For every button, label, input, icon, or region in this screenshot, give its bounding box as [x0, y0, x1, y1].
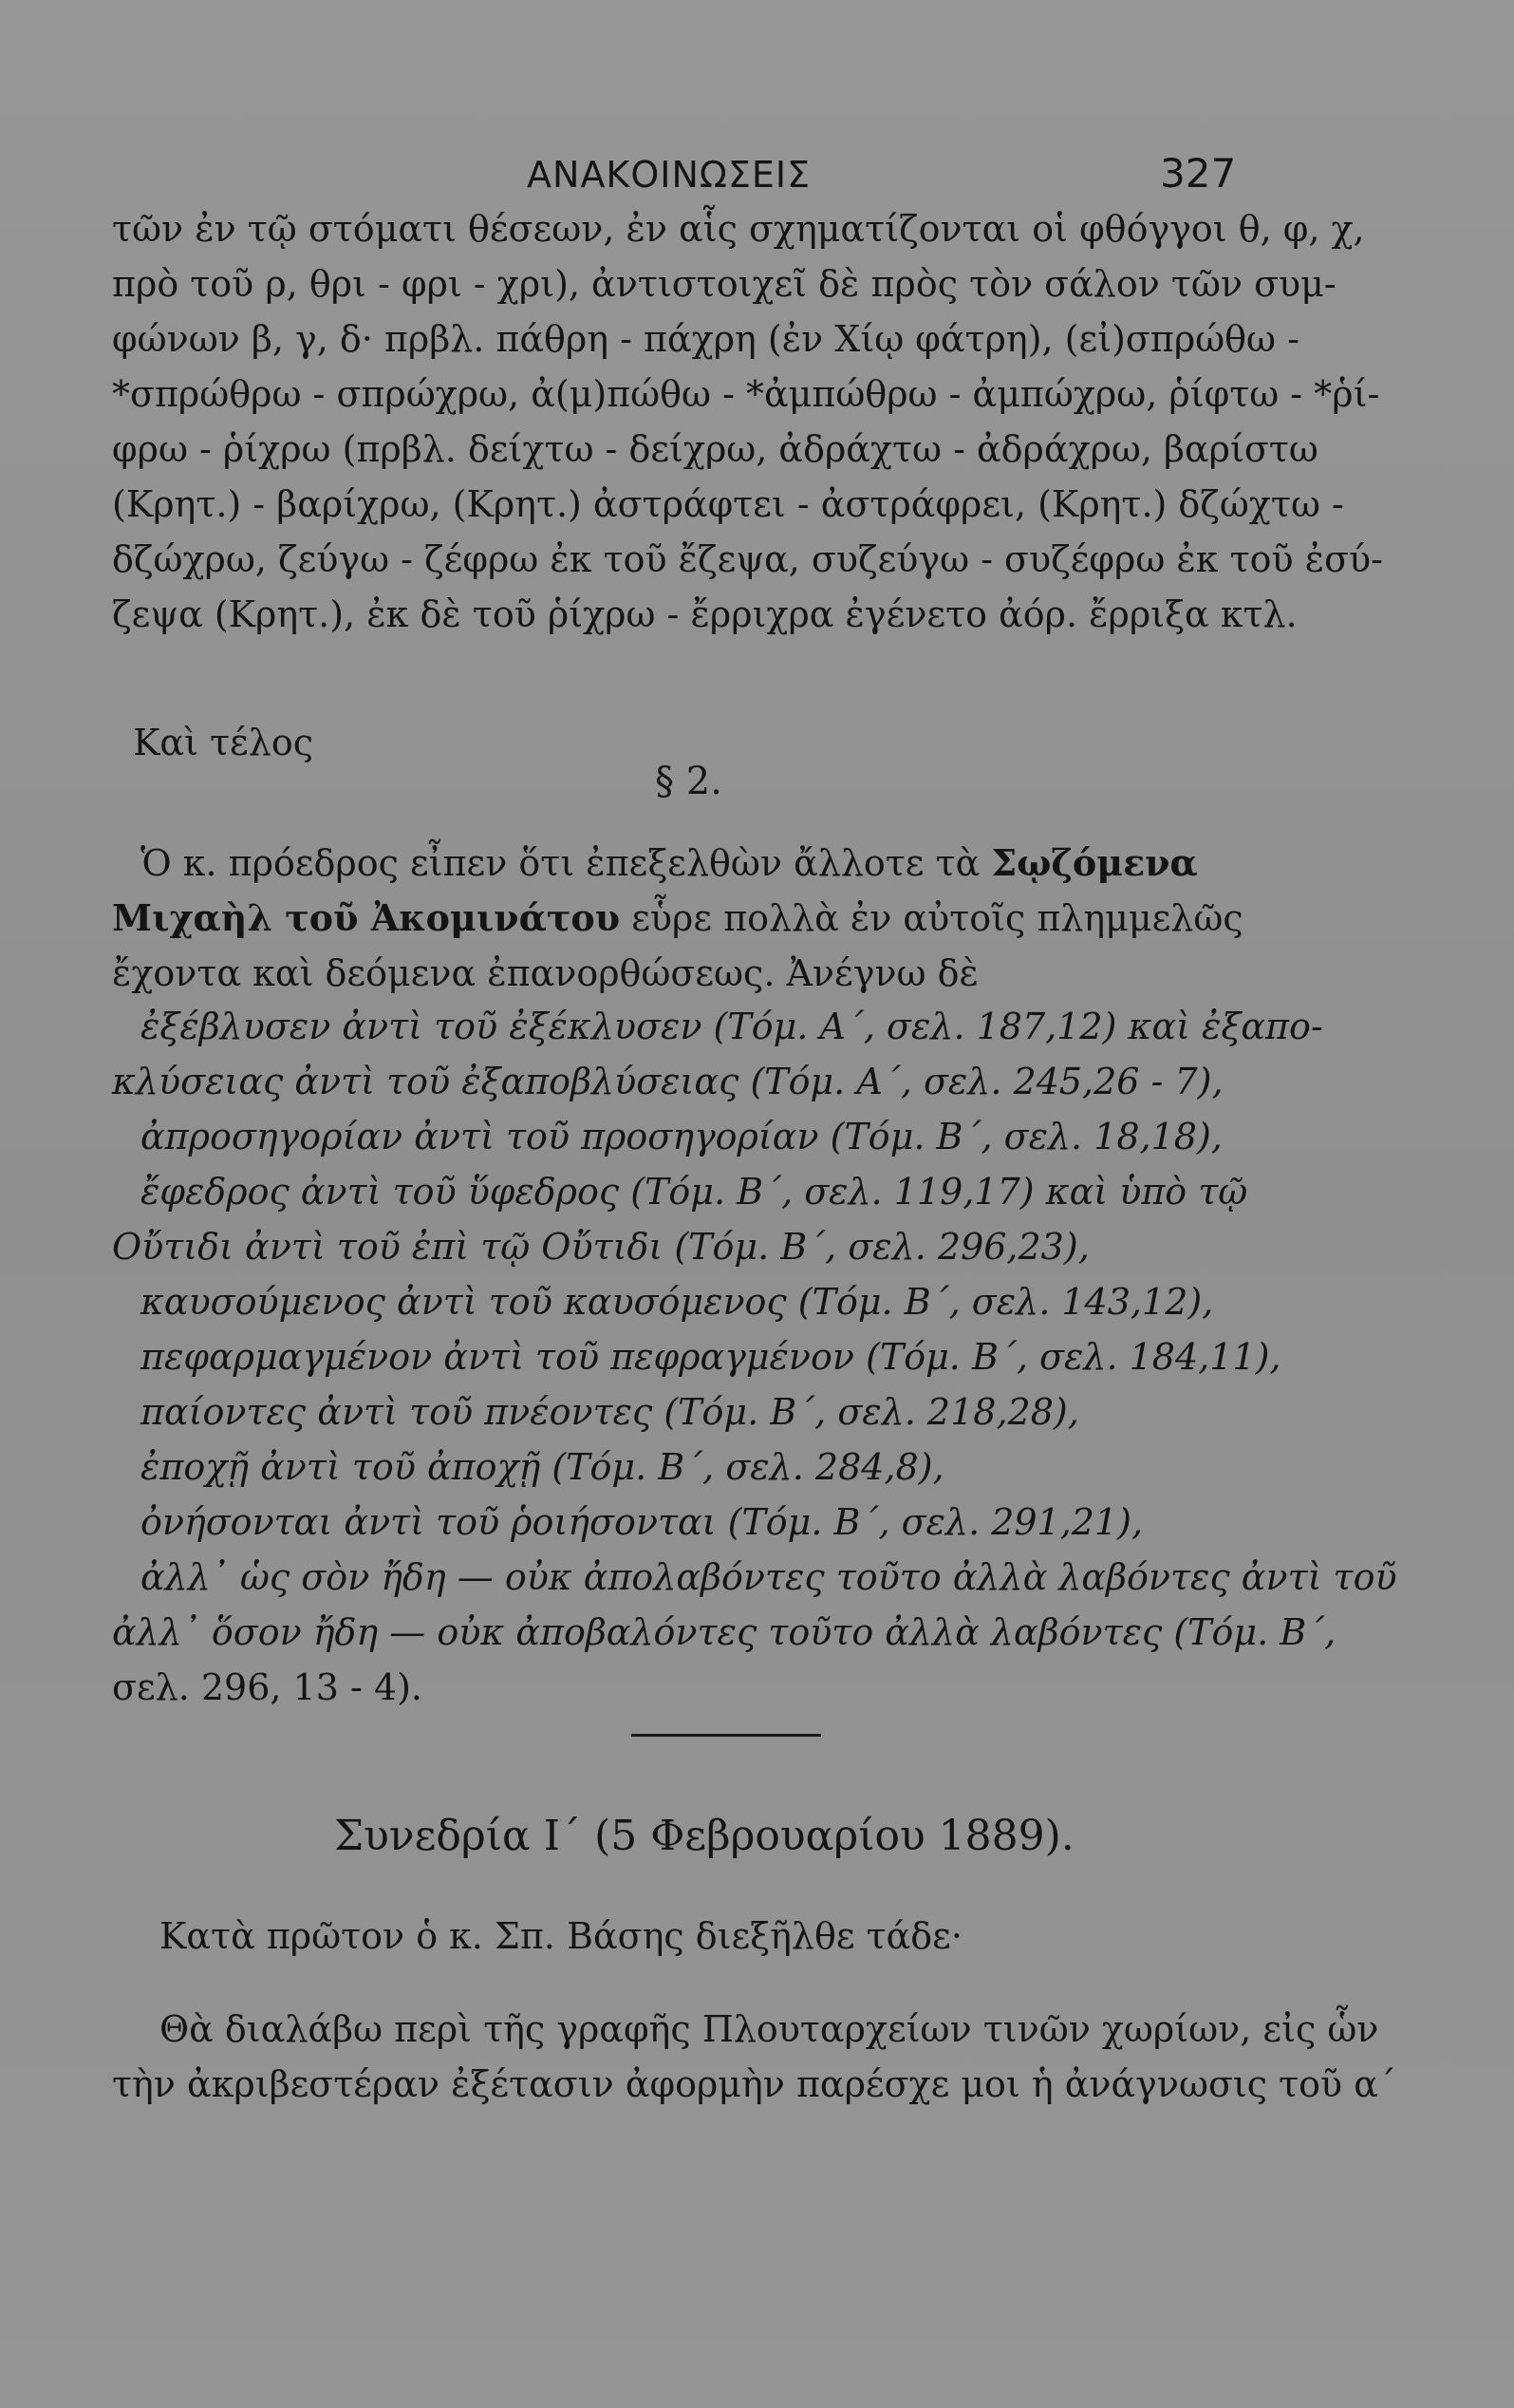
- text-line: *σπρώθρω - σπρώχρω, ἀ(μ)πώθω - *ἀμπώθρω - ἀμπώχρω, ῥίφτω - *ῥί-: [112, 373, 1380, 415]
- text-line: δζώχρω, ζεύγω - ζέφρω ἐκ τοῦ ἔζεψα, συζεύγω - συζέφρω ἐκ τοῦ ἐσύ-: [112, 538, 1383, 580]
- section-heading: § 2.: [655, 760, 722, 803]
- correction-line: Οὔτιδι ἀντὶ τοῦ ἐπὶ τῷ Οὔτιδι (Τόμ. Β΄, σελ. 296,23),: [112, 1226, 1090, 1268]
- text-line: τῶν ἐν τῷ στόματι θέσεων, ἐν αἷς σχηματίζονται οἱ φθόγγοι θ, φ, χ,: [112, 208, 1365, 250]
- paragraph-president: [112, 836, 1270, 1001]
- paragraph-continuation: [112, 201, 1383, 642]
- session-intro: [112, 1909, 1270, 1964]
- correction-line: ἐξέβλυσεν ἀντὶ τοῦ ἐξέκλυσεν (Τόμ. Α΄, σελ. 187,12) καὶ ἐξαπο-: [140, 1006, 1323, 1047]
- section-divider: [631, 1734, 821, 1737]
- session-heading: Συνεδρία Ι΄ (5 Φεβρουαρίου 1889).: [334, 1812, 1075, 1860]
- correction-line: ἀλλ᾽ ὅσον ἤδη — οὐκ ἀποβαλόντες τοῦτο ἀλλὰ λαβόντες (Τόμ. Β΄,: [112, 1611, 1336, 1653]
- correction-line: ἀπροσηγορίαν ἀντὶ τοῦ προσηγορίαν (Τόμ. Β΄, σελ. 18,18),: [140, 1116, 1223, 1157]
- text-line: (Κρητ.) - βαρίχρω, (Κρητ.) ἀστράφτει - ἀστράφρει, (Κρητ.) δζώχτω -: [112, 483, 1344, 525]
- corrections-list: [112, 999, 1397, 1715]
- text-segment: Ὁ κ. πρόεδρος εἶπεν ὅτι ἐπεξελθὼν ἄλλοτε τὰ: [140, 842, 981, 884]
- correction-line: ἐποχῇ ἀντὶ τοῦ ἀποχῇ (Τόμ. Β΄, σελ. 284,8),: [140, 1446, 944, 1488]
- text-line: ἔχοντα καὶ δεόμενα ἐπανορθώσεως. Ἀνέγνω δὲ: [112, 952, 979, 994]
- author-name-bold: Μιχαὴλ τοῦ Ἀκομινάτου: [112, 896, 621, 939]
- text-line: Θὰ διαλάβω περὶ τῆς γραφῆς Πλουταρχείων τινῶν χωρίων, εἰς ὧν: [159, 2008, 1379, 2050]
- text-segment: εὗρε πολλὰ ἐν αὐτοῖς πλημμελῶς: [631, 897, 1243, 939]
- correction-line: σελ. 296, 13 - 4).: [112, 1666, 422, 1708]
- text-line: φρω - ῥίχρω (πρβλ. δείχτω - δείχρω, ἀδράχτω - ἀδράχρω, βαρίστω: [112, 428, 1318, 470]
- running-head: ΑΝΑΚΟΙΝΩΣΕΙΣ: [527, 154, 812, 196]
- correction-line: παίοντες ἀντὶ τοῦ πνέοντες (Τόμ. Β΄, σελ. 218,28),: [140, 1391, 1079, 1433]
- text-line: [112, 891, 1270, 946]
- correction-line: πεφαρμαγμένον ἀντὶ τοῦ πεφραγμένον (Τόμ. Β΄, σελ. 184,11),: [140, 1336, 1281, 1378]
- closing-phrase: Καὶ τέλος: [133, 722, 313, 763]
- text-line: φώνων β, γ, δ· πρβλ. πάθρη - πάχρη (ἐν Χίῳ φάτρη), (εἰ)σπρώθω -: [112, 318, 1299, 360]
- correction-line: καυσούμενος ἀντὶ τοῦ καυσόμενος (Τόμ. Β΄, σελ. 143,12),: [140, 1281, 1214, 1323]
- correction-line: κλύσειας ἀντὶ τοῦ ἐξαποβλύσειας (Τόμ. Α΄, σελ. 245,26 - 7),: [112, 1061, 1224, 1102]
- page-number: 327: [1160, 150, 1237, 197]
- text-line: τὴν ἀκριβεστέραν ἐξέτασιν ἀφορμὴν παρέσχε μοι ἡ ἀνάγνωσις τοῦ α΄: [112, 2063, 1396, 2105]
- session-paragraph: [112, 2002, 1396, 2112]
- correction-line: ἔφεδρος ἀντὶ τοῦ ὕφεδρος (Τόμ. Β΄, σελ. 119,17) καὶ ὑπὸ τῷ: [140, 1171, 1248, 1213]
- correction-line: ὀνήσονται ἀντὶ τοῦ ῥοιήσονται (Τόμ. Β΄, σελ. 291,21),: [140, 1501, 1144, 1543]
- text-line: Κατὰ πρῶτον ὁ κ. Σπ. Βάσης διεξῆλθε τάδε·: [159, 1915, 963, 1957]
- text-line: πρὸ τοῦ ρ, θρι - φρι - χρι), ἀντιστοιχεῖ δὲ πρὸς τὸν σάλον τῶν συμ-: [112, 263, 1336, 305]
- correction-line: ἀλλ᾽ ὡς σὸν ἤδη — οὐκ ἀπολαβόντες τοῦτο ἀλλὰ λαβόντες ἀντὶ τοῦ: [140, 1556, 1397, 1598]
- book-title-bold: Σῳζόμενα: [991, 841, 1198, 884]
- text-line: [112, 836, 1270, 891]
- text-line: ζεψα (Κρητ.), ἐκ δὲ τοῦ ῥίχρω - ἔρριχρα ἐγένετο ἀόρ. ἔρριξα κτλ.: [112, 593, 1298, 635]
